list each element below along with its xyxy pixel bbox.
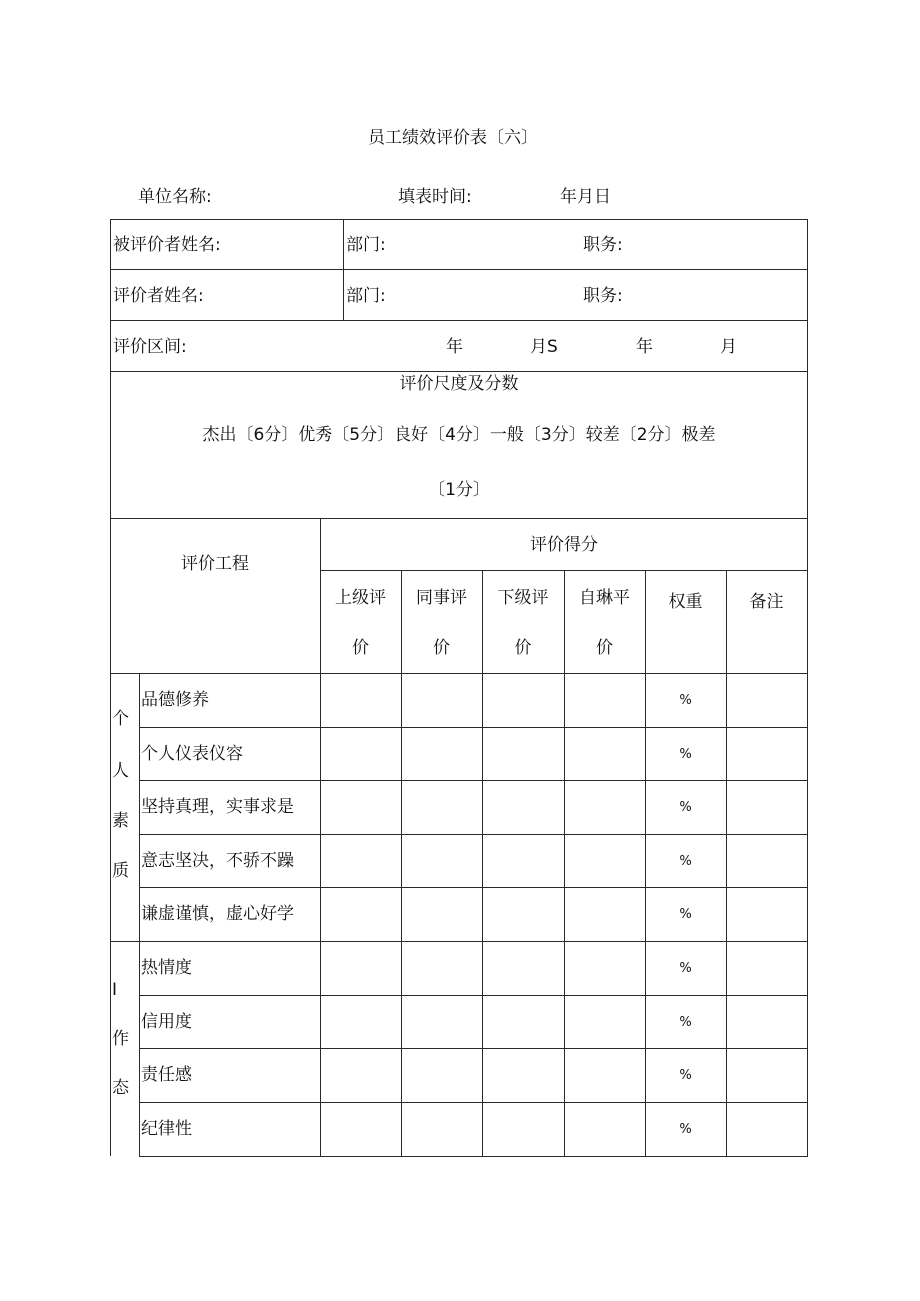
weight-percent: % xyxy=(679,961,692,976)
eval-item-header: 评价工程 xyxy=(181,554,249,574)
group-2-char: 态 xyxy=(112,1078,129,1098)
row-divider xyxy=(139,727,808,728)
weight-percent: % xyxy=(679,800,692,815)
item-label: 意志坚决，不骄不躁 xyxy=(141,851,294,871)
item-label: 谦虚谨慎，虚心好学 xyxy=(141,904,294,924)
table-border-right xyxy=(807,219,808,1156)
evaluator-position-label: 职务: xyxy=(583,286,623,306)
row-divider xyxy=(139,887,808,888)
row-divider xyxy=(110,371,808,372)
row-divider xyxy=(139,1048,808,1049)
item-label: 坚持真理，实事求是 xyxy=(141,797,294,817)
unit-name-label: 单位名称: xyxy=(138,187,212,207)
row-divider xyxy=(110,941,808,942)
superior-eval-header-2: 价 xyxy=(352,638,369,658)
self-eval-header: 自琳平 xyxy=(579,588,630,608)
period-month-1: 月S xyxy=(530,337,558,357)
item-label: 信用度 xyxy=(141,1012,192,1032)
period-year-2: 年 xyxy=(636,337,653,357)
remark-header: 备注 xyxy=(749,592,784,612)
col-divider xyxy=(139,673,140,1156)
row-divider xyxy=(110,673,808,674)
date-label: 年月日 xyxy=(560,187,611,207)
peer-eval-header-2: 价 xyxy=(433,638,450,658)
row-divider xyxy=(139,995,808,996)
item-label: 个人仪表仪容 xyxy=(141,744,243,764)
subordinate-eval-header-2: 价 xyxy=(514,638,532,658)
scale-line-2: 〔1分〕 xyxy=(428,480,490,500)
scale-line-1: 杰出〔6分〕优秀〔5分〕良好〔4分〕一般〔3分〕较差〔2分〕极差 xyxy=(202,425,716,445)
period-month-2: 月 xyxy=(720,337,737,357)
group-1-char: 质 xyxy=(112,861,129,881)
weight-percent: % xyxy=(679,1122,692,1137)
evaluatee-position-label: 职务: xyxy=(583,235,623,255)
weight-header: 权重 xyxy=(668,592,703,612)
evaluator-name-label: 评价者姓名: xyxy=(113,286,204,306)
weight-percent: % xyxy=(679,693,692,708)
item-label: 纪律性 xyxy=(141,1119,192,1139)
item-label: 热情度 xyxy=(141,958,192,978)
weight-percent: % xyxy=(679,1015,692,1030)
group-1-char: 个 xyxy=(112,709,129,729)
item-label: 品德修养 xyxy=(141,690,209,710)
eval-score-header: 评价得分 xyxy=(530,535,598,555)
weight-percent: % xyxy=(679,907,692,922)
row-divider xyxy=(139,1102,808,1103)
row-divider xyxy=(110,269,808,270)
peer-eval-header: 同事评 xyxy=(416,588,467,608)
self-eval-header-2: 价 xyxy=(596,638,613,658)
page-title: 员工绩效评价表〔六〕 xyxy=(368,128,538,148)
period-year-1: 年 xyxy=(446,337,463,357)
row-divider xyxy=(110,320,808,321)
superior-eval-header: 上级评 xyxy=(335,588,386,608)
scale-title: 评价尺度及分数 xyxy=(399,374,519,394)
weight-percent: % xyxy=(679,854,692,869)
col-divider xyxy=(726,570,727,1156)
row-divider xyxy=(139,834,808,835)
evaluatee-dept-label: 部门: xyxy=(346,235,386,255)
row-divider xyxy=(110,518,808,519)
table-border-left xyxy=(110,219,111,1156)
subordinate-eval-header: 下级评 xyxy=(497,588,549,608)
fill-time-label: 填表时间: xyxy=(398,187,472,207)
item-label: 责任感 xyxy=(141,1065,192,1085)
group-2-char: 作 xyxy=(112,1029,129,1049)
group-2-char: I xyxy=(112,980,118,1000)
weight-percent: % xyxy=(679,747,692,762)
period-label: 评价区间: xyxy=(113,337,187,357)
col-divider xyxy=(343,219,344,320)
evaluator-dept-label: 部门: xyxy=(346,286,386,306)
evaluatee-name-label: 被评价者姓名: xyxy=(113,235,221,255)
weight-percent: % xyxy=(679,1068,692,1083)
group-1-char: 素 xyxy=(112,811,129,831)
group-1-char: 人 xyxy=(112,761,129,781)
row-divider xyxy=(139,780,808,781)
col-divider xyxy=(320,518,321,1156)
table-border-top xyxy=(110,219,808,220)
row-divider xyxy=(139,1156,808,1157)
